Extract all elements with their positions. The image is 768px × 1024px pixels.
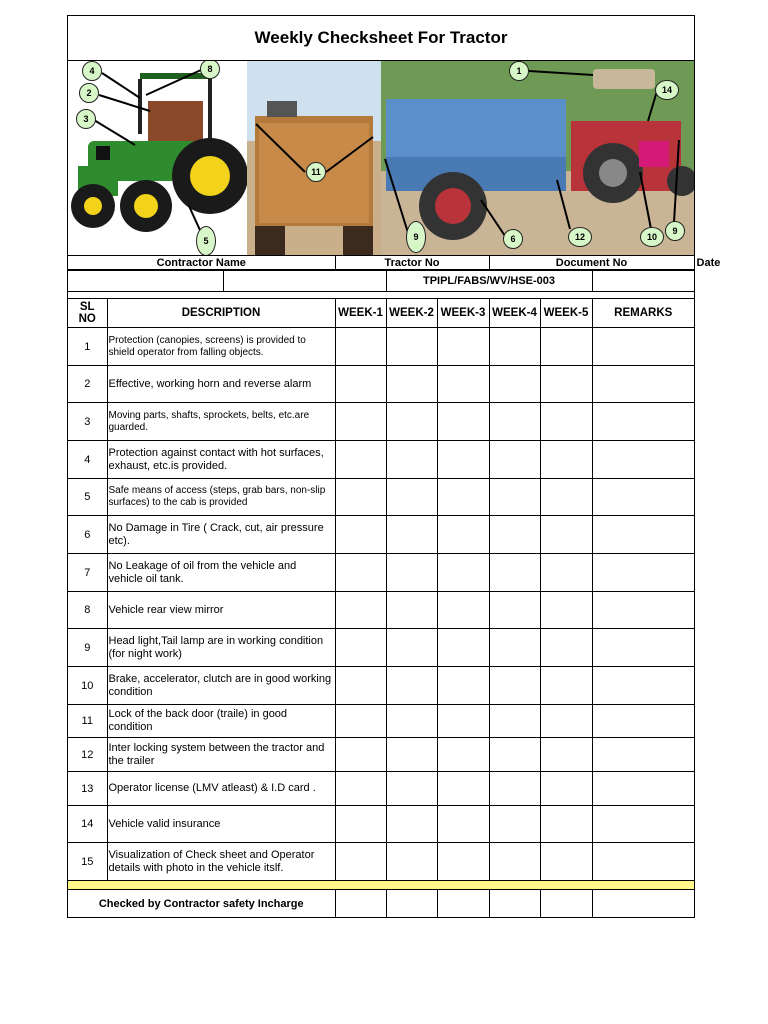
table-row <box>68 843 694 881</box>
col-week-2: WEEK-2 <box>386 299 437 328</box>
week-1-check-cell[interactable] <box>335 328 386 366</box>
week-4-check-cell[interactable] <box>489 403 540 441</box>
week-2-check-cell[interactable] <box>386 441 437 479</box>
week-5-check-cell[interactable] <box>540 328 592 366</box>
sl-no-cell: 1 <box>68 328 107 366</box>
week-4-check-cell[interactable] <box>489 366 540 403</box>
callout-11-marker: 11 <box>306 162 326 182</box>
remarks-cell[interactable] <box>592 479 694 516</box>
sl-no-cell: 2 <box>68 366 107 403</box>
week-3-check-cell[interactable] <box>437 366 489 403</box>
description-cell: Moving parts, shafts, sprockets, belts, etc.are guarded. <box>107 403 335 441</box>
week-1-check-cell[interactable] <box>335 554 386 592</box>
table-row <box>68 772 694 806</box>
description-cell: Vehicle rear view mirror <box>107 592 335 629</box>
week-2-check-cell[interactable] <box>386 366 437 403</box>
checked-by-label: Checked by Contractor safety Incharge <box>68 890 335 918</box>
remarks-cell[interactable] <box>592 667 694 705</box>
week-5-check-cell[interactable] <box>540 738 592 772</box>
week-1-check-cell[interactable] <box>335 843 386 881</box>
week-1-check-cell[interactable] <box>335 479 386 516</box>
week-4-check-cell[interactable] <box>489 806 540 843</box>
description-cell: Inter locking system between the tractor and the trailer <box>107 738 335 772</box>
item-rows <box>68 328 694 881</box>
week-1-check-cell[interactable] <box>335 772 386 806</box>
week-1-check-cell[interactable] <box>335 738 386 772</box>
remarks-cell[interactable] <box>592 554 694 592</box>
week-2-check-cell[interactable] <box>386 592 437 629</box>
footer-week-5-cell[interactable] <box>540 890 592 918</box>
callout-12-marker: 12 <box>568 227 592 247</box>
table-row <box>68 479 694 516</box>
table-row <box>68 705 694 738</box>
sl-no-cell: 12 <box>68 738 107 772</box>
table-row <box>68 806 694 843</box>
col-description: DESCRIPTION <box>107 299 335 328</box>
week-1-check-cell[interactable] <box>335 629 386 667</box>
description-cell: Safe means of access (steps, grab bars, non-slip surfaces) to the cab is provided <box>107 479 335 516</box>
week-4-check-cell[interactable] <box>489 328 540 366</box>
week-3-check-cell[interactable] <box>437 705 489 738</box>
week-2-check-cell[interactable] <box>386 403 437 441</box>
document-no-label: Document No <box>489 256 694 270</box>
week-2-check-cell[interactable] <box>386 516 437 554</box>
column-header-row <box>68 299 694 328</box>
week-4-check-cell[interactable] <box>489 441 540 479</box>
week-3-check-cell[interactable] <box>437 738 489 772</box>
callout-9-trailer-marker: 9 <box>406 221 426 253</box>
week-4-check-cell[interactable] <box>489 629 540 667</box>
week-5-check-cell[interactable] <box>540 667 592 705</box>
week-1-check-cell[interactable] <box>335 403 386 441</box>
remarks-cell[interactable] <box>592 806 694 843</box>
week-2-check-cell[interactable] <box>386 328 437 366</box>
week-2-check-cell[interactable] <box>386 843 437 881</box>
week-2-check-cell[interactable] <box>386 629 437 667</box>
info-values-table <box>68 270 694 298</box>
inspection-table <box>68 298 694 917</box>
description-cell: No Damage in Tire ( Crack, cut, air pressure etc). <box>107 516 335 554</box>
week-1-check-cell[interactable] <box>335 806 386 843</box>
table-row <box>68 366 694 403</box>
remarks-cell[interactable] <box>592 629 694 667</box>
date-field[interactable] <box>592 271 694 292</box>
remarks-cell[interactable] <box>592 403 694 441</box>
table-row <box>68 629 694 667</box>
info-header-row: Contractor Name Tractor No Document No Date <box>68 256 694 270</box>
description-cell: Visualization of Check sheet and Operator details with photo in the vehicle itslf. <box>107 843 335 881</box>
footer-week-2-cell[interactable] <box>386 890 437 918</box>
table-row <box>68 554 694 592</box>
description-cell: Brake, accelerator, clutch are in good working condition <box>107 667 335 705</box>
sl-no-cell: 5 <box>68 479 107 516</box>
week-5-check-cell[interactable] <box>540 516 592 554</box>
info-values-row <box>68 271 694 292</box>
sl-no-cell: 4 <box>68 441 107 479</box>
week-2-check-cell[interactable] <box>386 554 437 592</box>
week-1-check-cell[interactable] <box>335 705 386 738</box>
sl-no-cell: 7 <box>68 554 107 592</box>
week-1-check-cell[interactable] <box>335 667 386 705</box>
sl-no-cell: 3 <box>68 403 107 441</box>
week-5-check-cell[interactable] <box>540 554 592 592</box>
document-no-value: TPIPL/FABS/WV/HSE-003 <box>386 271 592 292</box>
sl-no-cell: 11 <box>68 705 107 738</box>
sl-no-cell: 10 <box>68 667 107 705</box>
callout-1-marker: 1 <box>509 61 529 81</box>
week-3-check-cell[interactable] <box>437 843 489 881</box>
sl-no-cell: 15 <box>68 843 107 881</box>
week-4-check-cell[interactable] <box>489 843 540 881</box>
description-cell: No Leakage of oil from the vehicle and vehicle oil tank. <box>107 554 335 592</box>
week-2-check-cell[interactable] <box>386 806 437 843</box>
week-5-check-cell[interactable] <box>540 366 592 403</box>
sl-no-cell: 8 <box>68 592 107 629</box>
contractor-name-field[interactable] <box>68 271 223 292</box>
callout-8-marker: 8 <box>200 61 220 79</box>
description-cell: Effective, working horn and reverse alarm <box>107 366 335 403</box>
week-5-check-cell[interactable] <box>540 592 592 629</box>
callout-4-marker: 4 <box>82 61 102 81</box>
table-row <box>68 516 694 554</box>
footer-week-4-cell[interactable] <box>489 890 540 918</box>
week-1-check-cell[interactable] <box>335 366 386 403</box>
col-sl-no: SL NO <box>68 299 107 328</box>
week-2-check-cell[interactable] <box>386 772 437 806</box>
week-2-check-cell[interactable] <box>386 667 437 705</box>
remarks-cell[interactable] <box>592 366 694 403</box>
callout-3-marker: 3 <box>76 109 96 129</box>
week-5-check-cell[interactable] <box>540 441 592 479</box>
callout-6-marker: 6 <box>503 229 523 249</box>
week-3-check-cell[interactable] <box>437 403 489 441</box>
highlight-divider-row <box>68 881 694 890</box>
week-3-check-cell[interactable] <box>437 516 489 554</box>
callout-9-tractor-marker: 9 <box>665 221 685 241</box>
description-cell: Head light,Tail lamp are in working condition (for night work) <box>107 629 335 667</box>
checklist-table <box>68 256 721 270</box>
callout-2-marker: 2 <box>79 83 99 103</box>
remarks-cell[interactable] <box>592 592 694 629</box>
week-3-check-cell[interactable] <box>437 592 489 629</box>
description-cell: Vehicle valid insurance <box>107 806 335 843</box>
table-row <box>68 403 694 441</box>
remarks-cell[interactable] <box>592 738 694 772</box>
callout-5-marker: 5 <box>196 226 216 256</box>
remarks-cell[interactable] <box>592 328 694 366</box>
description-cell: Protection against contact with hot surfaces, exhaust, etc.is provided. <box>107 441 335 479</box>
checksheet <box>67 15 721 918</box>
week-4-check-cell[interactable] <box>489 516 540 554</box>
week-4-check-cell[interactable] <box>489 667 540 705</box>
week-5-check-cell[interactable] <box>540 705 592 738</box>
description-cell: Protection (canopies, screens) is provided to shield operator from falling objects. <box>107 328 335 366</box>
week-5-check-cell[interactable] <box>540 772 592 806</box>
tractor-no-label: Tractor No <box>335 256 489 270</box>
footer-remarks-cell[interactable] <box>592 890 694 918</box>
sl-no-cell: 9 <box>68 629 107 667</box>
table-row <box>68 738 694 772</box>
week-4-check-cell[interactable] <box>489 554 540 592</box>
week-4-check-cell[interactable] <box>489 772 540 806</box>
col-remarks: REMARKS <box>592 299 694 328</box>
page-title: Weekly Checksheet For Tractor <box>68 16 694 61</box>
callout-arrows <box>68 61 694 255</box>
week-3-check-cell[interactable] <box>437 441 489 479</box>
tractor-no-field[interactable] <box>223 271 386 292</box>
week-4-check-cell[interactable] <box>489 705 540 738</box>
col-week-4: WEEK-4 <box>489 299 540 328</box>
week-5-check-cell[interactable] <box>540 629 592 667</box>
week-3-check-cell[interactable] <box>437 554 489 592</box>
col-week-3: WEEK-3 <box>437 299 489 328</box>
week-5-check-cell[interactable] <box>540 479 592 516</box>
week-4-check-cell[interactable] <box>489 479 540 516</box>
week-3-check-cell[interactable] <box>437 772 489 806</box>
week-3-check-cell[interactable] <box>437 629 489 667</box>
callout-14-marker: 14 <box>655 80 679 100</box>
table-row <box>68 667 694 705</box>
table-row <box>68 441 694 479</box>
remarks-cell[interactable] <box>592 772 694 806</box>
remarks-cell[interactable] <box>592 516 694 554</box>
week-1-check-cell[interactable] <box>335 516 386 554</box>
week-2-check-cell[interactable] <box>386 738 437 772</box>
week-5-check-cell[interactable] <box>540 403 592 441</box>
week-5-check-cell[interactable] <box>540 806 592 843</box>
week-4-check-cell[interactable] <box>489 592 540 629</box>
col-week-5: WEEK-5 <box>540 299 592 328</box>
contractor-name-label: Contractor Name <box>68 256 335 270</box>
week-5-check-cell[interactable] <box>540 843 592 881</box>
sl-no-cell: 6 <box>68 516 107 554</box>
week-3-check-cell[interactable] <box>437 806 489 843</box>
callout-10-marker: 10 <box>640 227 664 247</box>
week-3-check-cell[interactable] <box>437 667 489 705</box>
week-4-check-cell[interactable] <box>489 738 540 772</box>
table-row <box>68 328 694 366</box>
week-3-check-cell[interactable] <box>437 328 489 366</box>
week-2-check-cell[interactable] <box>386 479 437 516</box>
footer-week-3-cell[interactable] <box>437 890 489 918</box>
footer-week-1-cell[interactable] <box>335 890 386 918</box>
description-cell: Operator license (LMV atleast) & I.D card . <box>107 772 335 806</box>
sl-no-cell: 14 <box>68 806 107 843</box>
col-week-1: WEEK-1 <box>335 299 386 328</box>
remarks-cell[interactable] <box>592 705 694 738</box>
sl-no-cell: 13 <box>68 772 107 806</box>
week-1-check-cell[interactable] <box>335 592 386 629</box>
photo-strip <box>68 61 694 256</box>
week-3-check-cell[interactable] <box>437 479 489 516</box>
remarks-cell[interactable] <box>592 843 694 881</box>
footer-row <box>68 890 694 918</box>
table-row <box>68 592 694 629</box>
description-cell: Lock of the back door (traile) in good condition <box>107 705 335 738</box>
week-1-check-cell[interactable] <box>335 441 386 479</box>
week-2-check-cell[interactable] <box>386 705 437 738</box>
remarks-cell[interactable] <box>592 441 694 479</box>
